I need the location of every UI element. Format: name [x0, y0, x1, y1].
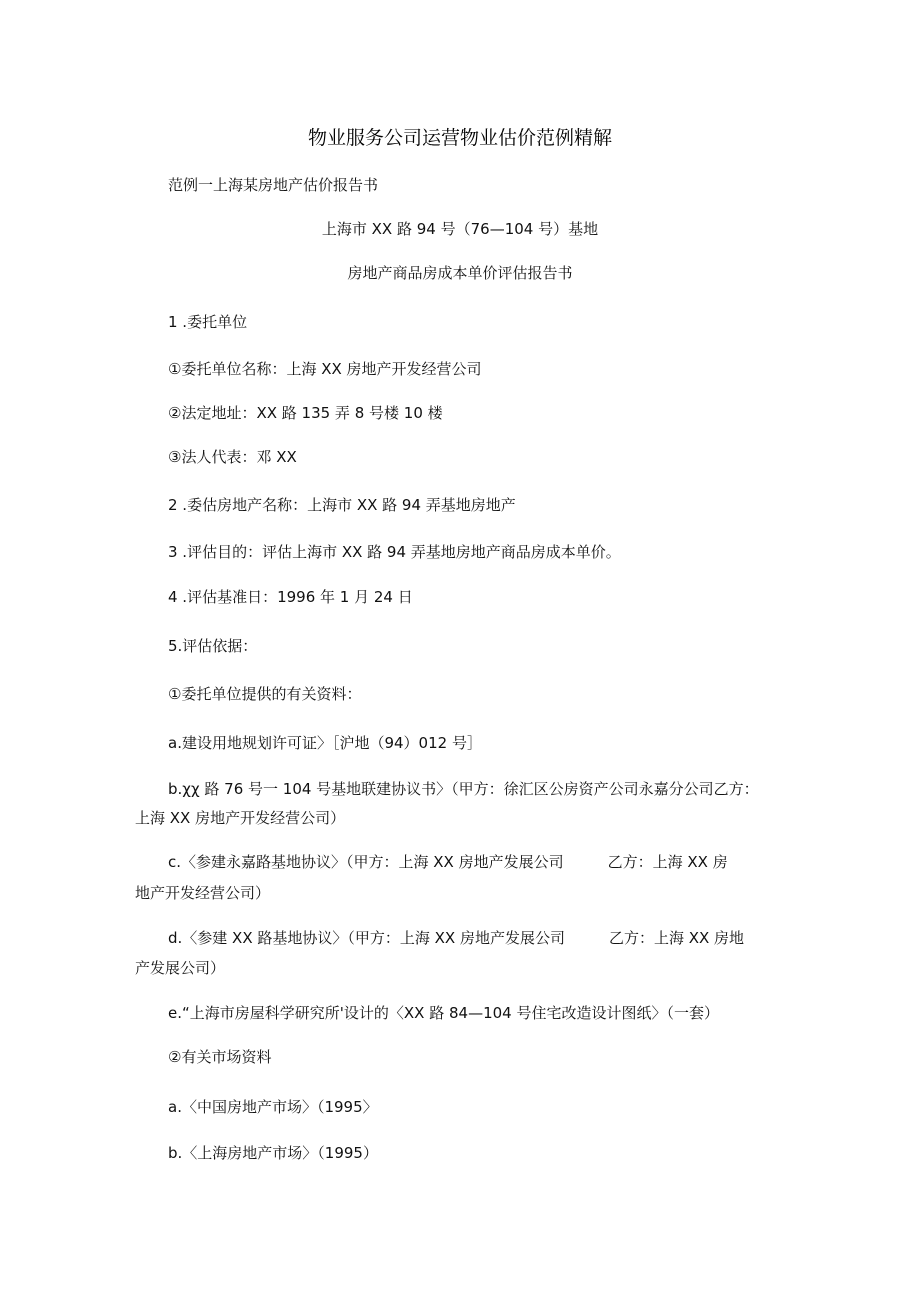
- section-5-heading: 5.评估依据：: [168, 637, 258, 655]
- section-5-market-b: b.〈上海房地产市场〉（1995）: [168, 1144, 378, 1162]
- section-1-item-1: ①委托单位名称：上海 XX 房地产开发经营公司: [168, 360, 482, 378]
- section-5-item-d-part1: d.〈参建 XX 路基地协议〉（甲方：上海 XX 房地产发展公司: [168, 929, 565, 947]
- section-5-subheading-2: ②有关市场资料: [168, 1048, 272, 1066]
- section-1-heading: 1 .委托单位: [168, 313, 248, 331]
- section-3: 3 .评估目的：评估上海市 XX 路 94 弄基地房地产商品房成本单价。: [168, 543, 621, 561]
- section-5-item-d-line1: [168, 928, 744, 948]
- section-5-item-b-line2: 上海 XX 房地产开发经营公司）: [135, 809, 346, 827]
- section-2: 2 .委估房地产名称：上海市 XX 路 94 弄基地房地产: [168, 496, 516, 514]
- section-5-item-d-line2: 产发展公司）: [135, 959, 226, 977]
- section-5-market-a: a.〈中国房地产市场〉（1995〉: [168, 1098, 378, 1116]
- section-5-item-d-part2: 乙方：上海 XX 房地: [608, 929, 745, 947]
- section-5-item-c-part2: 乙方：上海 XX 房: [607, 853, 728, 871]
- report-title-line2: 房地产商品房成本单价评估报告书: [347, 264, 573, 282]
- section-5-item-a: a.建设用地规划许可证〉［沪地（94）012 号］: [168, 734, 482, 752]
- section-4: 4 .评估基准日：1996 年 1 月 24 日: [168, 588, 413, 606]
- section-5-item-c-line2: 地产开发经营公司）: [135, 884, 271, 902]
- section-5-item-c-line1: [168, 852, 728, 872]
- report-title-line1: 上海市 XX 路 94 号（76—104 号）基地: [321, 220, 599, 238]
- section-5-subheading-1: ①委托单位提供的有关资料：: [168, 685, 362, 703]
- section-1-item-3: ③法人代表：邓 XX: [168, 448, 297, 466]
- document-title: 物业服务公司运营物业估价范例精解: [307, 127, 612, 149]
- example-heading: 范例一上海某房地产估价报告书: [168, 176, 379, 194]
- section-5-item-c-part1: c.〈参建永嘉路基地协议〉（甲方：上海 XX 房地产发展公司: [168, 853, 564, 871]
- section-5-item-e: e.“上海市房屋科学研究所'设计的〈XX 路 84—104 号住宅改造设计图纸〉（一套）: [168, 1004, 719, 1022]
- section-1-item-2: ②法定地址：XX 路 135 弄 8 号楼 10 楼: [168, 404, 443, 422]
- section-5-item-b-line1: b.χχ 路 76 号一 104 号基地联建协议书〉（甲方：徐汇区公房资产公司永嘉分公司乙方：: [168, 780, 759, 798]
